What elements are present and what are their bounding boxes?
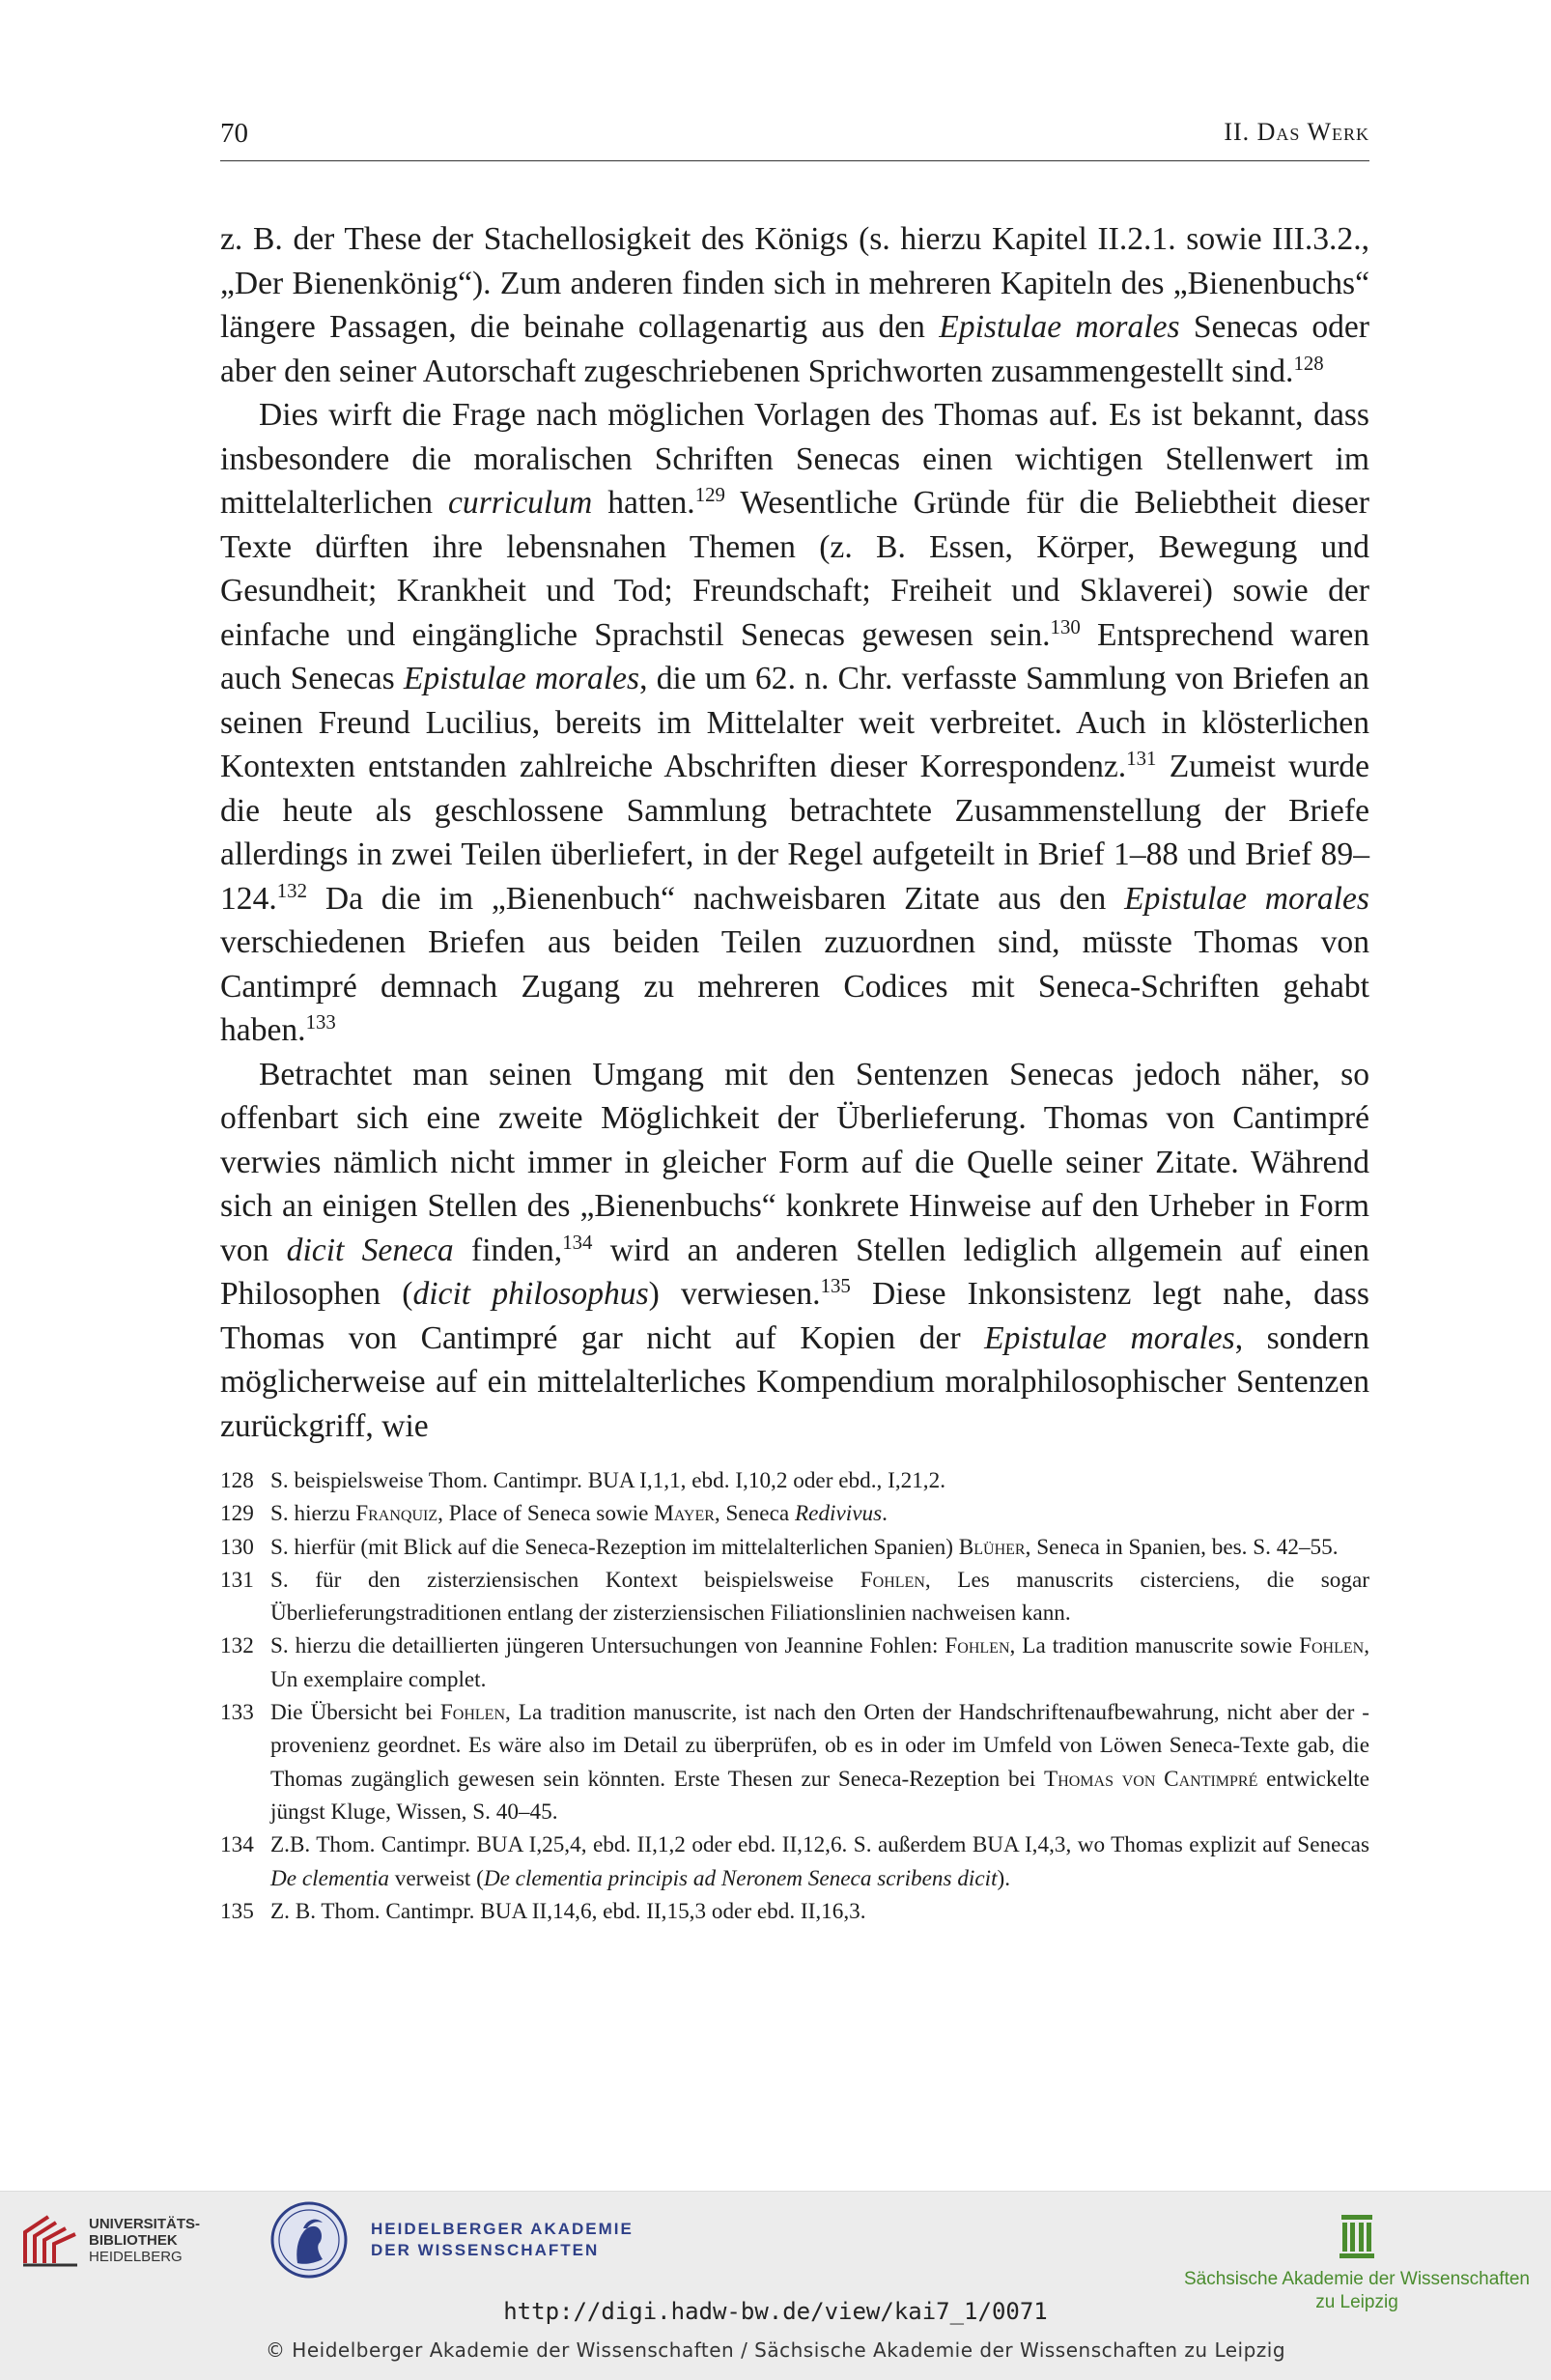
page-number: 70 [220,118,248,149]
ub-line: BIBLIOTHEK [89,2231,178,2249]
text-run: z. B. der These der Stachellosigkeit des Königs (s. hierzu Kapitel II.2.1. sowie III.3.2., „Der Bienenkönig“). Zum anderen finden sich in mehreren Kapiteln des „Bienenbuchs“ längere Passagen, die beinahe collagenartig aus den [220,221,1369,345]
author-name: Blüher [958,1534,1026,1560]
saw-building-icon [1338,2213,1376,2259]
author-name: Fohlen [1299,1633,1365,1659]
footnote-129 [220,1497,1369,1530]
text-run: Betrachtet man seinen Umgang mit den Sentenzen Senecas jedoch näher, so offenbart sich eine zweite Möglichkeit der Überlieferung. Thomas von Cantimpré verwies nämlich nicht immer in gleicher Form auf die Quelle seiner Zitate. Während sich an einigen Stellen des „Bienenbuchs“ konkrete Hinweise auf den Urheber in Form von [220,1056,1369,1268]
hadw-line: HEIDELBERGER AKADEMIE [371,2220,634,2238]
author-name: Thomas von Cantimpré [1044,1766,1258,1792]
permalink-url[interactable]: http://digi.hadw-bw.de/view/kai7_1/0071 [503,2298,1048,2325]
footnote-128 [220,1464,1369,1497]
footnote-133 [220,1696,1369,1828]
footnote-text [270,1696,1369,1828]
italic-quote: De clementia principis ad Neronem Seneca scribens dicit [483,1865,998,1891]
footnote-text [270,1464,1369,1497]
text-run: S. hierfür (mit Blick auf die Seneca-Rezeption im mittelalterlichen Spanien) [270,1534,959,1560]
text-run: , Seneca [714,1501,795,1527]
author-name: Fohlen [860,1567,925,1593]
text-run: Dies wirft die Frage nach möglichen Vorlagen des Thomas auf. Es ist bekannt, dass insbesondere die moralischen Schriften Senecas einen wichtigen Stellenwert im mittelalterlichen [220,397,1369,521]
hadw-logo[interactable] [268,2199,634,2281]
main-text [220,217,1369,1448]
footnote-ref[interactable]: 130 [1050,614,1081,638]
text-run: Diese Inkonsistenz legt nahe, dass Thomas von Cantimpré gar nicht auf Kopien der [220,1276,1369,1356]
text-run: , La tradition manuscrite, ist nach den Orten der Handschriftenaufbewahrung, nicht aber der -provenienz geordnet. Es wäre also im Detail zu überprüfen, ob es in oder im Umfeld von Löwen Seneca-Texte gab, die Thomas zugänglich gewesen sein könnten. Erste Thesen zur Seneca-Rezeption bei [270,1700,1370,1792]
text-run: Da die im „Bienenbuch“ nachweisbaren Zitate aus den [307,880,1125,917]
footnote-131 [220,1564,1369,1630]
footnote-130 [220,1531,1369,1564]
paragraph-3 [220,1053,1369,1449]
text-run: , Seneca in Spanien, bes. S. 42–55. [1025,1534,1339,1560]
minerva-medallion-icon [268,2199,350,2281]
page-header [220,114,1369,161]
text-run: Z. B. Thom. Cantimpr. BUA II,14,6, ebd. II,15,3 oder ebd. II,16,3. [270,1898,866,1924]
hadw-name [371,2219,634,2261]
text-run: , La tradition manuscrite sowie [1009,1633,1300,1659]
text-run: , die um 62. n. Chr. verfasste Sammlung von Briefen an seinen Freund Lucilius, bereits im Mittelalter weit verbreitet. Auch in klösterlichen Kontexten entstanden zahlreiche Abschriften dieser Korrespondenz. [220,661,1369,784]
text-run: ). [997,1865,1011,1891]
text-run: S. beispielsweise Thom. Cantimpr. BUA I,1,1, ebd. I,10,2 oder ebd., I,21,2. [270,1468,945,1493]
paragraph-1 [220,217,1369,393]
footnotes [220,1464,1369,1928]
ub-building-icon [19,2209,81,2271]
text-run: ) verwiesen. [648,1276,821,1312]
footnote-text [270,1564,1369,1630]
footnote-number: 135 [220,1898,254,1924]
footnote-number: 131 [220,1567,254,1593]
text-run: , Les manuscrits cisterciens, die sogar Überlieferungstraditionen entlang der zisterziensischen Filiationslinien nachweisen kann. [270,1567,1369,1627]
footnote-ref[interactable]: 134 [562,1230,593,1254]
text-run: S. für den zisterziensischen Kontext beispielsweise [270,1567,860,1593]
footnote-number: 128 [220,1468,254,1493]
text-run: verweist ( [388,1865,484,1891]
italic-title: Epistulae morales [1124,880,1369,917]
italic-quote: dicit Seneca [286,1232,454,1268]
copyright-notice: © Heidelberger Akademie der Wissenschaften / Sächsische Akademie der Wissenschaften zu Leipzig [265,2338,1286,2362]
footnote-ref[interactable]: 133 [305,1009,336,1034]
text-run: Z.B. Thom. Cantimpr. BUA I,25,4, ebd. II,1,2 oder ebd. II,12,6. S. außerdem BUA I,4,3, wo Thomas explizit auf Senecas [270,1832,1369,1858]
digitization-footer [0,2191,1551,2380]
text-run: , sondern möglicherweise auf ein mittelalterliches Kompendium moralphilosophischer Sentenzen zurückgriff, wie [220,1319,1369,1444]
italic-title: Redivivus [794,1501,883,1527]
footnote-text [270,1828,1369,1895]
hadw-line: DER WISSENSCHAFTEN [371,2241,600,2259]
text-run: verschiedenen Briefen aus beiden Teilen zuzuordnen sind, müsste Thomas von Cantimpré demnach Zugang zu mehreren Codices mit Seneca-Schriften gehabt haben. [220,924,1369,1048]
author-name: Fohlen [945,1633,1010,1659]
text-run: finden, [453,1232,563,1268]
text-run: Wesentliche Gründe für die Beliebtheit dieser Texte dürften ihre lebensnahen Themen (z. B. Essen, Körper, Bewegung und Gesundheit; Krankheit und Tod; Freundschaft; Freiheit und Sklaverei) sowie der einfache und eingängliche Sprachstil Senecas gewesen sein. [220,485,1369,653]
italic-title: Epistulae morales [939,309,1180,345]
text-run: entwickelte jüngst Kluge, Wissen, S. 40–45. [270,1766,1369,1825]
footnote-134 [220,1828,1369,1895]
text-run: Zumeist wurde die heute als geschlossene Sammlung betrachtete Zusammenstellung der Briefe allerdings in zwei Teilen überliefert, in der Regel aufgeteilt in Brief 1–88 und Brief 89–124. [220,749,1369,917]
footnote-ref[interactable]: 128 [1293,351,1324,375]
text-run: wird an anderen Stellen lediglich allgemein auf einen Philosophen ( [220,1232,1370,1312]
italic-title: Epistulae morales [403,661,640,696]
text-run: S. hierzu [270,1501,356,1527]
text-run: . [882,1501,888,1527]
italic-quote: dicit philosophus [412,1276,649,1312]
text-run: S. hierzu die detaillierten jüngeren Untersuchungen von Jeannine Fohlen: [270,1633,945,1659]
saw-line: zu Leipzig [1315,2292,1398,2312]
footnote-number: 129 [220,1501,254,1527]
running-title: II. Das Werk [1224,118,1369,146]
footnote-135 [220,1895,1369,1928]
ub-name [89,2216,200,2265]
text-run: , Un exemplaire complet. [270,1633,1369,1692]
footnote-ref[interactable]: 129 [694,482,725,506]
text-run: Die Übersicht bei [270,1700,440,1726]
text-run: , Place of Seneca sowie [437,1501,655,1527]
footnote-132 [220,1629,1369,1696]
author-name: Fohlen [439,1700,506,1726]
footnote-text [270,1497,1369,1530]
ub-line: UNIVERSITÄTS- [89,2215,201,2232]
footnote-number: 130 [220,1534,254,1560]
footnote-text [270,1531,1369,1564]
footnote-text [270,1895,1369,1928]
footnote-ref[interactable]: 132 [276,878,308,902]
saw-line: Sächsische Akademie der Wissenschaften [1183,2269,1530,2289]
ub-line: HEIDELBERG [89,2248,183,2265]
text-run: Entsprechend waren auch Senecas [220,616,1370,696]
footnote-number: 132 [220,1633,254,1659]
text-run: Senecas oder aber den seiner Autorschaft zugeschriebenen Sprichworten zusammengestellt sind. [220,309,1369,389]
italic-term: curriculum [448,485,593,521]
italic-title: De clementia [270,1865,389,1891]
footnote-number: 134 [220,1832,254,1858]
footnote-ref[interactable]: 131 [1126,746,1157,770]
ub-heidelberg-logo[interactable] [19,2209,200,2271]
footnote-text [270,1629,1369,1696]
author-name: Franquiz [355,1501,438,1527]
text-run: hatten. [592,485,695,521]
italic-title: Epistulae morales [984,1319,1235,1356]
paragraph-2 [220,393,1369,1053]
author-name: Mayer [654,1501,715,1527]
footnote-ref[interactable]: 135 [820,1273,851,1297]
footnote-number: 133 [220,1700,254,1726]
